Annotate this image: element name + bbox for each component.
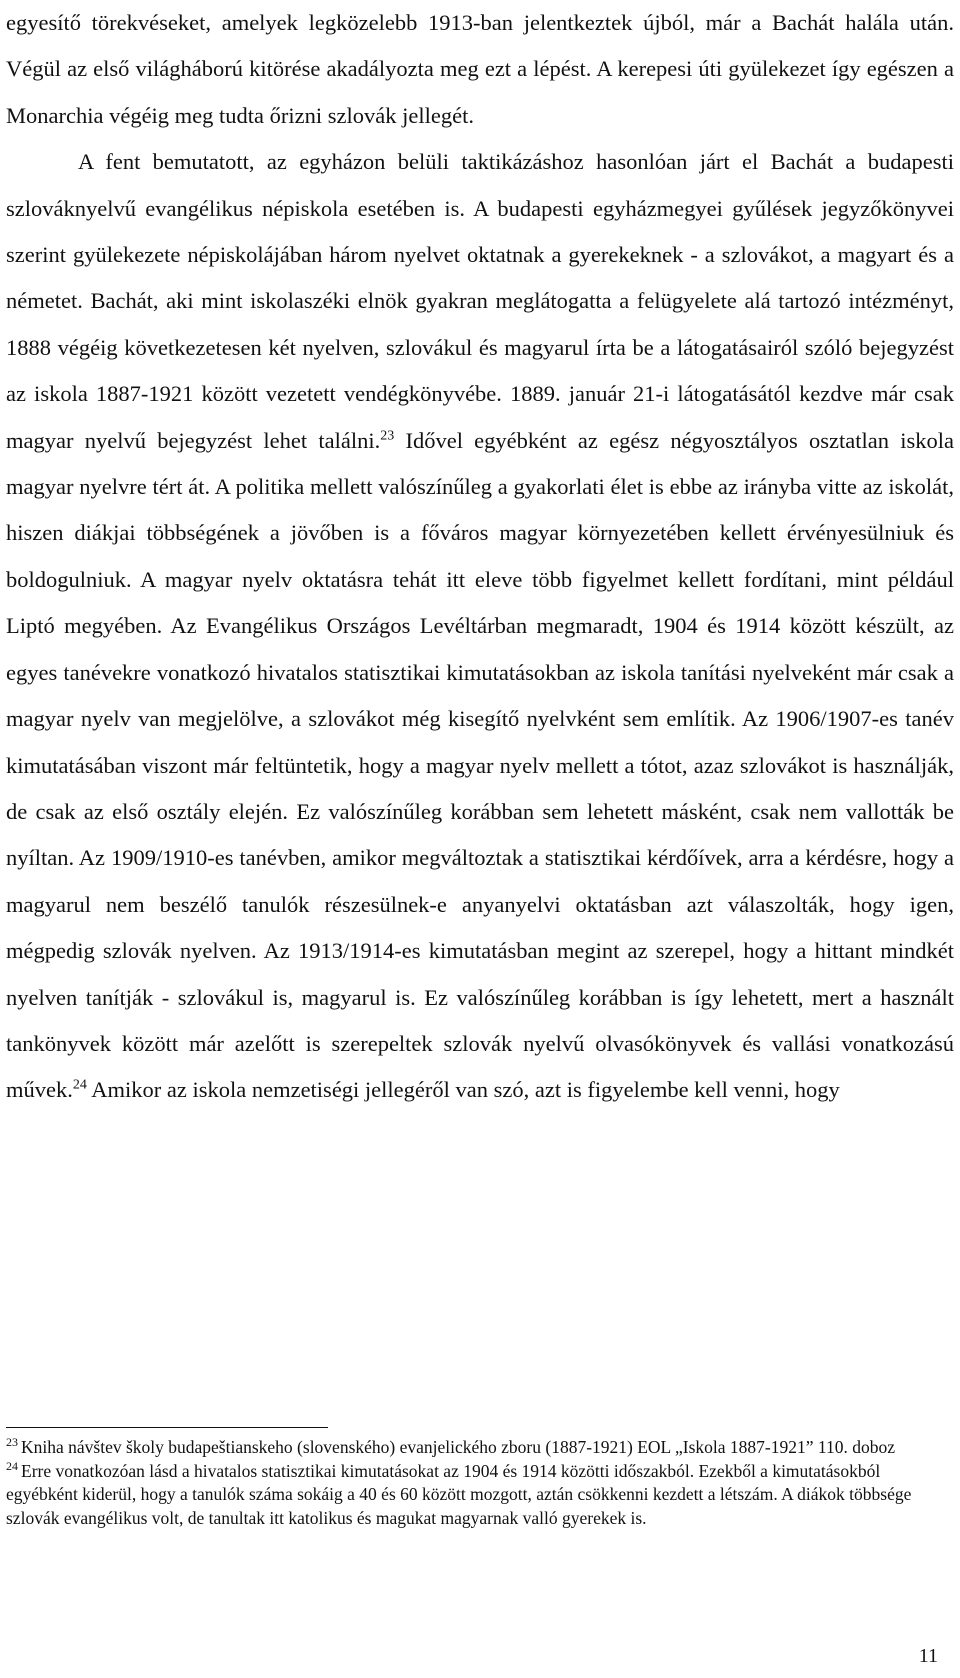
paragraph-2-text-c: Amikor az iskola nemzetiségi jellegéről van szó, azt is figyelembe kell venni, hogy xyxy=(86,1077,840,1103)
footnote-text: Erre vonatkozóan lásd a hivatalos statisztikai kimutatásokat az 1904 és 1914 közötti időszakból. Ezekből a kimutatásokból egyébként kiderül, hogy a tanulók száma sokáig a 40 és 60 között mozgott, aztán csökkenni kezdett a létszám. A diákok többsége szlovák evangélikus volt, de tanultak itt katolikus és magukat magyarnak valló gyerekek is. xyxy=(6,1460,912,1528)
footnote-separator xyxy=(6,1427,328,1428)
paragraph-2-text-a: A fent bemutatott, az egyházon belüli taktikázáshoz hasonlóan járt el Bachát a budapesti szlováknyelvű evangélikus népiskola esetében is. A budapesti egyházmegyei gyűlések jegyzőkönyvei szerint gyülekezete népiskolájában három nyelvet oktatnak a gyerekeknek - a szlovákot, a magyart és a németet. Bachát, aki mint iskolaszéki elnök gyakran meglátogatta a felügyelete alá tartozó intézményt, 1888 végéig következetesen két nyelven, szlovákul és magyarul írta be a látogatásairól szóló bejegyzést az iskola 1887-1921 között vezetett vendégkönyvébe. 1889. január 21-i látogatásától kezdve már csak magyar nyelvű bejegyzést lehet találni. xyxy=(6,149,954,453)
page-number: 11 xyxy=(918,1645,938,1667)
footnote-mark: 23 xyxy=(6,1435,18,1450)
footnote-24 xyxy=(6,1460,954,1531)
footnote-ref-23[interactable]: 23 xyxy=(380,428,395,444)
footnote-text: Kniha návštev školy budapeštianskeho (slovenského) evanjelického zboru (1887-1921) EOL „Iskola 1887-1921” 110. doboz xyxy=(21,1437,895,1457)
footnote-23 xyxy=(6,1436,954,1460)
paragraph-1-text: egyesítő törekvéseket, amelyek legközelebb 1913-ban jelentkeztek újból, már a Bachát halála után. Végül az első világháború kitörése akadályozta meg ezt a lépést. A kerepesi úti gyülekezet így egészen a Monarchia végéig meg tudta őrizni szlovák jellegét. xyxy=(6,10,954,128)
footnote-mark: 24 xyxy=(6,1458,18,1473)
footnotes xyxy=(6,1436,954,1530)
paragraph-2 xyxy=(6,139,954,1114)
footnote-ref-24[interactable]: 24 xyxy=(72,1077,87,1093)
paragraph-1 xyxy=(6,0,954,139)
paragraph-2-text-b: Idővel egyébként az egész négyosztályos osztatlan iskola magyar nyelvre tért át. A politika mellett valószínűleg a gyakorlati élet is ebbe az irányba vitte az iskolát, hiszen diákjai többségének a jövőben is a főváros magyar környezetében kellett érvényesülniuk és boldogulniuk. A magyar nyelv oktatásra tehát itt eleve több figyelmet kellett fordítani, mint például Liptó megyében. Az Evangélikus Országos Levéltárban megmaradt, 1904 és 1914 között készült, az egyes tanévekre vonatkozó hivatalos statisztikai kimutatásokban az iskola tanítási nyelveként már csak a magyar nyelv van megjelölve, a szlovákot még kisegítő nyelvként sem említik. Az 1906/1907-es tanév kimutatásában viszont már feltüntetik, hogy a magyar nyelv mellett a tótot, azaz szlovákot is használják, de csak az első osztály elején. Ez valószínűleg korábban sem lehetett másként, csak nem vallották be nyíltan. Az 1909/1910-es tanévben, amikor megváltoztak a statisztikai kérdőívek, arra a kérdésre, hogy a magyarul nem beszélő tanulók részesülnek-e anyanyelvi oktatásban azt válaszolták, hogy igen, mégpedig szlovák nyelven. Az 1913/1914-es kimutatásban megint az szerepel, hogy a hittant mindkét nyelven tanítják - szlovákul is, magyarul is. Ez valószínűleg korábban is így lehetett, mert a használt tankönyvek között már azelőtt is szerepeltek szlovák nyelvű olvasókönyvek és vallási vonatkozású művek. xyxy=(6,427,954,1103)
body-text xyxy=(6,0,954,1114)
